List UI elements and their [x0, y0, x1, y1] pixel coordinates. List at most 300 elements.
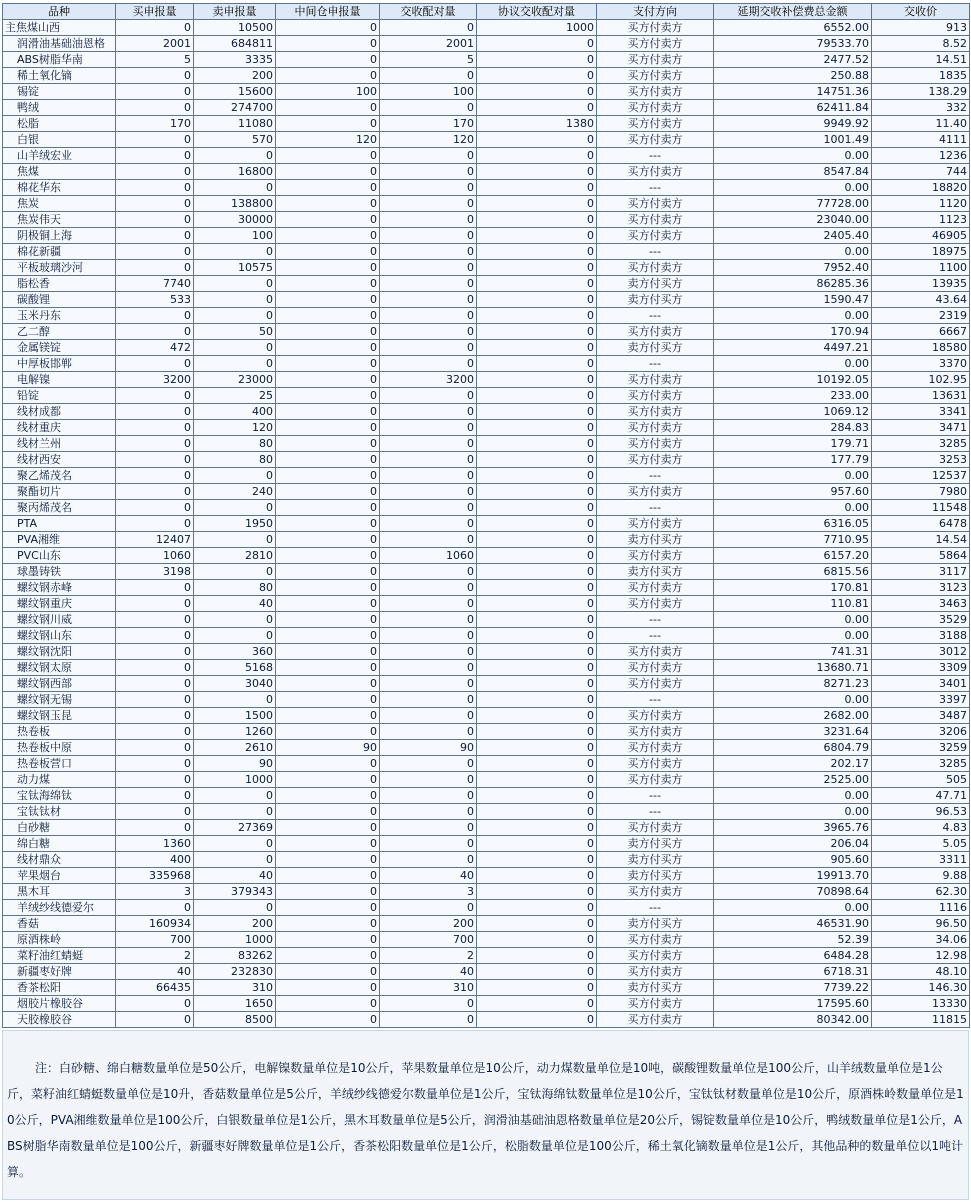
- table-row: [3, 20, 970, 36]
- variety-cell: 菜籽油红蜻蜓: [3, 948, 116, 964]
- compensation-total-cell: 6157.20: [714, 548, 872, 564]
- buy-qty-cell: 0: [116, 500, 194, 516]
- variety-cell: 焦炭: [3, 196, 116, 212]
- settlement-price-cell: 13330: [872, 996, 970, 1012]
- intermediate-qty-cell: 0: [276, 900, 380, 916]
- intermediate-qty-cell: 0: [276, 180, 380, 196]
- variety-cell: PVA湘维: [3, 532, 116, 548]
- agreement-matched-qty-cell: 0: [477, 884, 597, 900]
- buy-qty-cell: 0: [116, 612, 194, 628]
- table-row: [3, 436, 970, 452]
- variety-cell: 螺纹钢太原: [3, 660, 116, 676]
- sell-qty-cell: 10575: [194, 260, 276, 276]
- page: [0, 3, 971, 1202]
- sell-qty-cell: 80: [194, 452, 276, 468]
- payment-direction-cell: 买方付卖方: [597, 212, 714, 228]
- buy-qty-cell: 400: [116, 852, 194, 868]
- table-row: [3, 100, 970, 116]
- compensation-total-cell: 8547.84: [714, 164, 872, 180]
- payment-direction-cell: 买方付卖方: [597, 100, 714, 116]
- sell-qty-cell: 200: [194, 916, 276, 932]
- agreement-matched-qty-cell: 0: [477, 212, 597, 228]
- buy-qty-cell: 0: [116, 148, 194, 164]
- agreement-matched-qty-cell: 0: [477, 628, 597, 644]
- matched-qty-cell: 0: [380, 564, 477, 580]
- compensation-total-cell: 741.31: [714, 644, 872, 660]
- settlement-price-cell: 3285: [872, 436, 970, 452]
- matched-qty-cell: 0: [380, 644, 477, 660]
- settlement-price-cell: 12537: [872, 468, 970, 484]
- settlement-price-cell: 3471: [872, 420, 970, 436]
- settlement-price-cell: 4.83: [872, 820, 970, 836]
- table-row: [3, 52, 970, 68]
- payment-direction-cell: 卖方付买方: [597, 564, 714, 580]
- settlement-price-cell: 913: [872, 20, 970, 36]
- payment-direction-cell: 买方付卖方: [597, 820, 714, 836]
- buy-qty-cell: 0: [116, 692, 194, 708]
- table-row: [3, 36, 970, 52]
- sell-qty-cell: 1500: [194, 708, 276, 724]
- settlement-price-cell: 1100: [872, 260, 970, 276]
- matched-qty-cell: 0: [380, 692, 477, 708]
- payment-direction-cell: 卖方付买方: [597, 340, 714, 356]
- compensation-total-cell: 0.00: [714, 788, 872, 804]
- intermediate-qty-cell: 0: [276, 532, 380, 548]
- payment-direction-cell: 买方付卖方: [597, 116, 714, 132]
- matched-qty-cell: 0: [380, 148, 477, 164]
- intermediate-qty-cell: 0: [276, 452, 380, 468]
- payment-direction-cell: ---: [597, 692, 714, 708]
- settlement-price-cell: 2319: [872, 308, 970, 324]
- agreement-matched-qty-cell: 0: [477, 36, 597, 52]
- intermediate-qty-cell: 0: [276, 100, 380, 116]
- table-row: [3, 948, 970, 964]
- buy-qty-cell: 3198: [116, 564, 194, 580]
- table-row: [3, 900, 970, 916]
- agreement-matched-qty-cell: 0: [477, 308, 597, 324]
- payment-direction-cell: 买方付卖方: [597, 756, 714, 772]
- variety-cell: 白银: [3, 132, 116, 148]
- sell-qty-cell: 0: [194, 244, 276, 260]
- table-row: [3, 852, 970, 868]
- sell-qty-cell: 138800: [194, 196, 276, 212]
- sell-qty-cell: 0: [194, 340, 276, 356]
- buy-qty-cell: 1060: [116, 548, 194, 564]
- payment-direction-cell: 买方付卖方: [597, 52, 714, 68]
- sell-qty-cell: 0: [194, 564, 276, 580]
- payment-direction-cell: 买方付卖方: [597, 20, 714, 36]
- variety-cell: 乙二醇: [3, 324, 116, 340]
- intermediate-qty-cell: 0: [276, 948, 380, 964]
- variety-cell: 螺纹钢川威: [3, 612, 116, 628]
- variety-cell: 棉花新疆: [3, 244, 116, 260]
- agreement-matched-qty-cell: 0: [477, 1012, 597, 1028]
- agreement-matched-qty-cell: 0: [477, 244, 597, 260]
- matched-qty-cell: 0: [380, 388, 477, 404]
- sell-qty-cell: 240: [194, 484, 276, 500]
- table-row: [3, 708, 970, 724]
- payment-direction-cell: 卖方付买方: [597, 852, 714, 868]
- compensation-total-cell: 0.00: [714, 356, 872, 372]
- buy-qty-cell: 0: [116, 212, 194, 228]
- matched-qty-cell: 2: [380, 948, 477, 964]
- buy-qty-cell: 7740: [116, 276, 194, 292]
- variety-cell: 螺纹钢西部: [3, 676, 116, 692]
- compensation-total-cell: 77728.00: [714, 196, 872, 212]
- intermediate-qty-cell: 0: [276, 292, 380, 308]
- settlement-price-cell: 14.54: [872, 532, 970, 548]
- intermediate-qty-cell: 0: [276, 308, 380, 324]
- variety-cell: 烟胶片橡胶谷: [3, 996, 116, 1012]
- agreement-matched-qty-cell: 0: [477, 724, 597, 740]
- buy-qty-cell: 0: [116, 820, 194, 836]
- buy-qty-cell: 0: [116, 724, 194, 740]
- compensation-total-cell: 179.71: [714, 436, 872, 452]
- compensation-total-cell: 170.81: [714, 580, 872, 596]
- matched-qty-cell: 0: [380, 724, 477, 740]
- matched-qty-cell: 0: [380, 596, 477, 612]
- compensation-total-cell: 233.00: [714, 388, 872, 404]
- agreement-matched-qty-cell: 0: [477, 276, 597, 292]
- buy-qty-cell: 0: [116, 1012, 194, 1028]
- table-row: [3, 68, 970, 84]
- sell-qty-cell: 0: [194, 276, 276, 292]
- agreement-matched-qty-cell: 1380: [477, 116, 597, 132]
- matched-qty-cell: 0: [380, 1012, 477, 1028]
- compensation-total-cell: 0.00: [714, 500, 872, 516]
- table-row: [3, 340, 970, 356]
- variety-cell: 黑木耳: [3, 884, 116, 900]
- compensation-total-cell: 0.00: [714, 692, 872, 708]
- intermediate-qty-cell: 0: [276, 772, 380, 788]
- variety-cell: 螺纹钢沈阳: [3, 644, 116, 660]
- buy-qty-cell: 0: [116, 740, 194, 756]
- matched-qty-cell: 700: [380, 932, 477, 948]
- settlement-price-cell: 332: [872, 100, 970, 116]
- table-row: [3, 292, 970, 308]
- col-header-settlement-price: 交收价: [872, 4, 970, 20]
- table-row: [3, 116, 970, 132]
- sell-qty-cell: 570: [194, 132, 276, 148]
- settlement-price-cell: 4111: [872, 132, 970, 148]
- matched-qty-cell: 0: [380, 228, 477, 244]
- settlement-price-cell: 96.50: [872, 916, 970, 932]
- intermediate-qty-cell: 0: [276, 372, 380, 388]
- matched-qty-cell: 0: [380, 324, 477, 340]
- compensation-total-cell: 70898.64: [714, 884, 872, 900]
- buy-qty-cell: 0: [116, 388, 194, 404]
- buy-qty-cell: 2001: [116, 36, 194, 52]
- table-row: [3, 916, 970, 932]
- sell-qty-cell: 23000: [194, 372, 276, 388]
- intermediate-qty-cell: 0: [276, 580, 380, 596]
- variety-cell: 棉花华东: [3, 180, 116, 196]
- buy-qty-cell: 0: [116, 676, 194, 692]
- payment-direction-cell: 卖方付买方: [597, 868, 714, 884]
- matched-qty-cell: 0: [380, 452, 477, 468]
- compensation-total-cell: 3965.76: [714, 820, 872, 836]
- matched-qty-cell: 0: [380, 356, 477, 372]
- settlement-price-cell: 5.05: [872, 836, 970, 852]
- settlement-price-cell: 3397: [872, 692, 970, 708]
- settlement-price-cell: 3487: [872, 708, 970, 724]
- sell-qty-cell: 310: [194, 980, 276, 996]
- table-row: [3, 580, 970, 596]
- intermediate-qty-cell: 0: [276, 820, 380, 836]
- buy-qty-cell: 0: [116, 228, 194, 244]
- sell-qty-cell: 2610: [194, 740, 276, 756]
- settlement-price-cell: 138.29: [872, 84, 970, 100]
- matched-qty-cell: 310: [380, 980, 477, 996]
- sell-qty-cell: 15600: [194, 84, 276, 100]
- variety-cell: 焦炭伟天: [3, 212, 116, 228]
- payment-direction-cell: ---: [597, 900, 714, 916]
- matched-qty-cell: 0: [380, 996, 477, 1012]
- col-header-buy-qty: 买申报量: [116, 4, 194, 20]
- intermediate-qty-cell: 0: [276, 324, 380, 340]
- sell-qty-cell: 0: [194, 612, 276, 628]
- payment-direction-cell: ---: [597, 308, 714, 324]
- intermediate-qty-cell: 0: [276, 996, 380, 1012]
- agreement-matched-qty-cell: 0: [477, 676, 597, 692]
- intermediate-qty-cell: 0: [276, 500, 380, 516]
- settlement-price-cell: 46905: [872, 228, 970, 244]
- sell-qty-cell: 50: [194, 324, 276, 340]
- table-row: [3, 532, 970, 548]
- agreement-matched-qty-cell: 0: [477, 660, 597, 676]
- agreement-matched-qty-cell: 0: [477, 292, 597, 308]
- variety-cell: 螺纹钢赤峰: [3, 580, 116, 596]
- compensation-total-cell: 6804.79: [714, 740, 872, 756]
- matched-qty-cell: 0: [380, 756, 477, 772]
- agreement-matched-qty-cell: 0: [477, 180, 597, 196]
- settlement-price-cell: 48.10: [872, 964, 970, 980]
- compensation-total-cell: 79533.70: [714, 36, 872, 52]
- buy-qty-cell: 40: [116, 964, 194, 980]
- agreement-matched-qty-cell: 0: [477, 452, 597, 468]
- settlement-price-cell: 1835: [872, 68, 970, 84]
- agreement-matched-qty-cell: 0: [477, 356, 597, 372]
- variety-cell: 聚丙烯茂名: [3, 500, 116, 516]
- buy-qty-cell: 0: [116, 420, 194, 436]
- agreement-matched-qty-cell: 0: [477, 580, 597, 596]
- buy-qty-cell: 0: [116, 132, 194, 148]
- variety-cell: 螺纹钢无锡: [3, 692, 116, 708]
- payment-direction-cell: 买方付卖方: [597, 228, 714, 244]
- col-header-matched-qty: 交收配对量: [380, 4, 477, 20]
- compensation-total-cell: 7952.40: [714, 260, 872, 276]
- compensation-total-cell: 46531.90: [714, 916, 872, 932]
- table-row: [3, 660, 970, 676]
- compensation-total-cell: 0.00: [714, 308, 872, 324]
- matched-qty-cell: 0: [380, 212, 477, 228]
- settlement-price-cell: 3117: [872, 564, 970, 580]
- compensation-total-cell: 9949.92: [714, 116, 872, 132]
- payment-direction-cell: ---: [597, 628, 714, 644]
- payment-direction-cell: 买方付卖方: [597, 660, 714, 676]
- compensation-total-cell: 0.00: [714, 468, 872, 484]
- agreement-matched-qty-cell: 0: [477, 340, 597, 356]
- payment-direction-cell: ---: [597, 500, 714, 516]
- intermediate-qty-cell: 0: [276, 468, 380, 484]
- variety-cell: 电解镍: [3, 372, 116, 388]
- sell-qty-cell: 0: [194, 180, 276, 196]
- table-row: [3, 180, 970, 196]
- compensation-total-cell: 170.94: [714, 324, 872, 340]
- table-row: [3, 772, 970, 788]
- sell-qty-cell: 40: [194, 868, 276, 884]
- variety-cell: 玉米丹东: [3, 308, 116, 324]
- matched-qty-cell: 0: [380, 68, 477, 84]
- table-row: [3, 212, 970, 228]
- intermediate-qty-cell: 0: [276, 388, 380, 404]
- compensation-total-cell: 4497.21: [714, 340, 872, 356]
- table-row: [3, 548, 970, 564]
- buy-qty-cell: 0: [116, 180, 194, 196]
- settlement-price-cell: 6667: [872, 324, 970, 340]
- col-header-agreement-matched-qty: 协议交收配对量: [477, 4, 597, 20]
- table-row: [3, 788, 970, 804]
- sell-qty-cell: 684811: [194, 36, 276, 52]
- intermediate-qty-cell: 0: [276, 1012, 380, 1028]
- table-row: [3, 452, 970, 468]
- variety-cell: 热卷板: [3, 724, 116, 740]
- settlement-price-cell: 3285: [872, 756, 970, 772]
- intermediate-qty-cell: 100: [276, 84, 380, 100]
- settlement-price-cell: 13935: [872, 276, 970, 292]
- table-row: [3, 260, 970, 276]
- matched-qty-cell: 0: [380, 100, 477, 116]
- matched-qty-cell: 0: [380, 484, 477, 500]
- intermediate-qty-cell: 0: [276, 964, 380, 980]
- settlement-price-cell: 3259: [872, 740, 970, 756]
- agreement-matched-qty-cell: 0: [477, 500, 597, 516]
- compensation-total-cell: 6484.28: [714, 948, 872, 964]
- agreement-matched-qty-cell: 0: [477, 164, 597, 180]
- intermediate-qty-cell: 0: [276, 404, 380, 420]
- sell-qty-cell: 0: [194, 532, 276, 548]
- payment-direction-cell: ---: [597, 244, 714, 260]
- matched-qty-cell: 0: [380, 196, 477, 212]
- compensation-total-cell: 0.00: [714, 244, 872, 260]
- agreement-matched-qty-cell: 0: [477, 228, 597, 244]
- sell-qty-cell: 379343: [194, 884, 276, 900]
- variety-cell: 山羊绒宏业: [3, 148, 116, 164]
- intermediate-qty-cell: 0: [276, 148, 380, 164]
- settlement-price-cell: 9.88: [872, 868, 970, 884]
- buy-qty-cell: 0: [116, 164, 194, 180]
- agreement-matched-qty-cell: 0: [477, 804, 597, 820]
- variety-cell: 铅锭: [3, 388, 116, 404]
- table-row: [3, 148, 970, 164]
- payment-direction-cell: 买方付卖方: [597, 708, 714, 724]
- table-row: [3, 468, 970, 484]
- intermediate-qty-cell: 0: [276, 932, 380, 948]
- payment-direction-cell: 买方付卖方: [597, 596, 714, 612]
- table-row: [3, 84, 970, 100]
- intermediate-qty-cell: 0: [276, 436, 380, 452]
- variety-cell: 平板玻璃沙河: [3, 260, 116, 276]
- payment-direction-cell: 买方付卖方: [597, 132, 714, 148]
- settlement-price-cell: 1116: [872, 900, 970, 916]
- table-row: [3, 868, 970, 884]
- intermediate-qty-cell: 0: [276, 484, 380, 500]
- intermediate-qty-cell: 0: [276, 628, 380, 644]
- payment-direction-cell: 卖方付买方: [597, 836, 714, 852]
- matched-qty-cell: 2001: [380, 36, 477, 52]
- agreement-matched-qty-cell: 0: [477, 692, 597, 708]
- table-row: [3, 516, 970, 532]
- variety-cell: 线材重庆: [3, 420, 116, 436]
- settlement-price-cell: 62.30: [872, 884, 970, 900]
- agreement-matched-qty-cell: 0: [477, 436, 597, 452]
- agreement-matched-qty-cell: 0: [477, 980, 597, 996]
- agreement-matched-qty-cell: 0: [477, 868, 597, 884]
- sell-qty-cell: 8500: [194, 1012, 276, 1028]
- intermediate-qty-cell: 0: [276, 276, 380, 292]
- buy-qty-cell: 0: [116, 484, 194, 500]
- settlement-price-cell: 11.40: [872, 116, 970, 132]
- matched-qty-cell: 0: [380, 612, 477, 628]
- buy-qty-cell: 472: [116, 340, 194, 356]
- settlement-price-cell: 18580: [872, 340, 970, 356]
- compensation-total-cell: 0.00: [714, 180, 872, 196]
- matched-qty-cell: 0: [380, 900, 477, 916]
- sell-qty-cell: 16800: [194, 164, 276, 180]
- payment-direction-cell: 买方付卖方: [597, 436, 714, 452]
- table-row: [3, 836, 970, 852]
- buy-qty-cell: 0: [116, 644, 194, 660]
- sell-qty-cell: 11080: [194, 116, 276, 132]
- sell-qty-cell: 1000: [194, 932, 276, 948]
- agreement-matched-qty-cell: 0: [477, 388, 597, 404]
- agreement-matched-qty-cell: 0: [477, 772, 597, 788]
- table-row: [3, 596, 970, 612]
- buy-qty-cell: 0: [116, 244, 194, 260]
- payment-direction-cell: 卖方付买方: [597, 532, 714, 548]
- sell-qty-cell: 30000: [194, 212, 276, 228]
- buy-qty-cell: 0: [116, 308, 194, 324]
- variety-cell: 原酒株岭: [3, 932, 116, 948]
- buy-qty-cell: 0: [116, 404, 194, 420]
- table-row: [3, 196, 970, 212]
- compensation-total-cell: 2682.00: [714, 708, 872, 724]
- settlement-price-cell: 18820: [872, 180, 970, 196]
- sell-qty-cell: 0: [194, 308, 276, 324]
- compensation-total-cell: 7739.22: [714, 980, 872, 996]
- compensation-total-cell: 19913.70: [714, 868, 872, 884]
- sell-qty-cell: 232830: [194, 964, 276, 980]
- buy-qty-cell: 0: [116, 628, 194, 644]
- payment-direction-cell: 买方付卖方: [597, 420, 714, 436]
- buy-qty-cell: 160934: [116, 916, 194, 932]
- table-row: [3, 164, 970, 180]
- buy-qty-cell: 2: [116, 948, 194, 964]
- variety-cell: 羊绒纱线德爱尔: [3, 900, 116, 916]
- buy-qty-cell: 5: [116, 52, 194, 68]
- settlement-price-cell: 8.52: [872, 36, 970, 52]
- intermediate-qty-cell: 0: [276, 548, 380, 564]
- buy-qty-cell: 0: [116, 20, 194, 36]
- settlement-price-cell: 3529: [872, 612, 970, 628]
- sell-qty-cell: 1260: [194, 724, 276, 740]
- compensation-total-cell: 250.88: [714, 68, 872, 84]
- intermediate-qty-cell: 0: [276, 644, 380, 660]
- matched-qty-cell: 0: [380, 436, 477, 452]
- intermediate-qty-cell: 0: [276, 196, 380, 212]
- matched-qty-cell: 0: [380, 468, 477, 484]
- compensation-total-cell: 17595.60: [714, 996, 872, 1012]
